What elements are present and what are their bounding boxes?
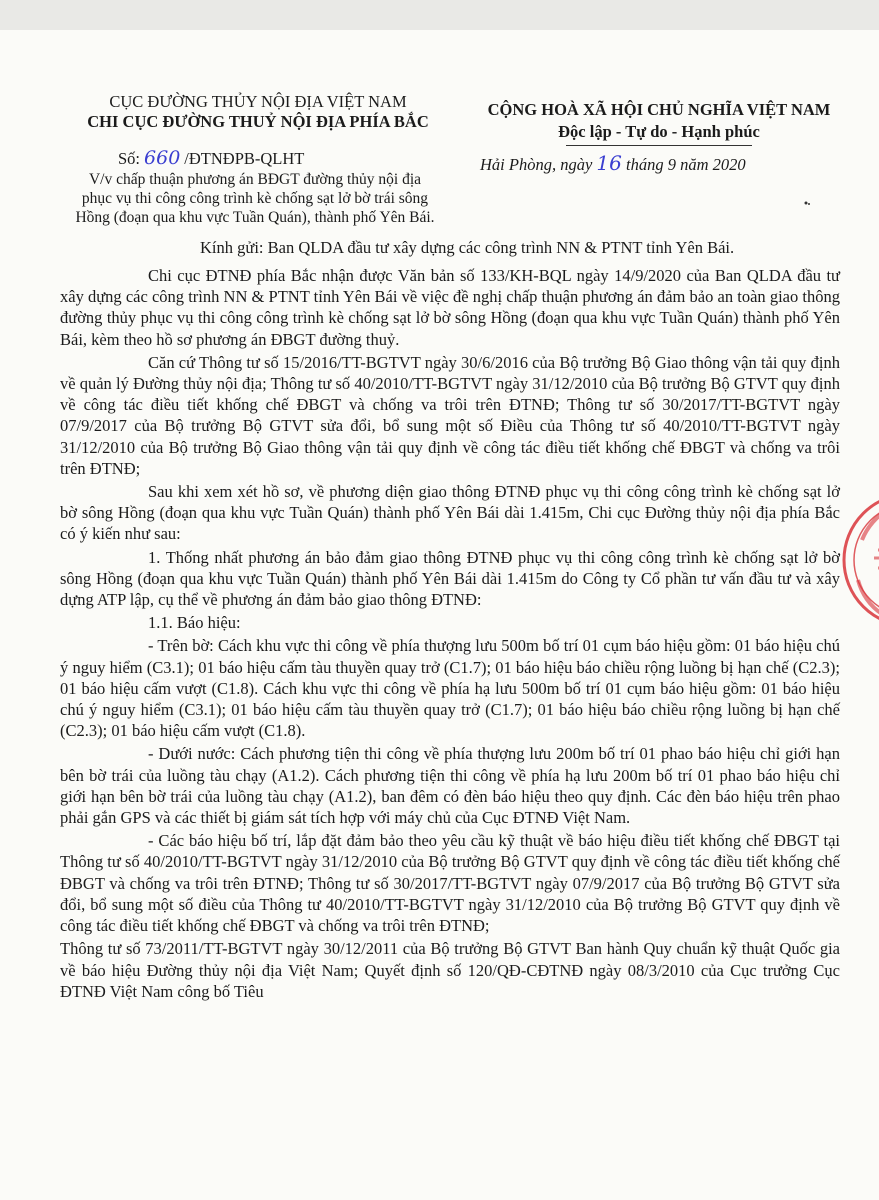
agency-name: CỤC ĐƯỜNG THỦY NỘI ĐỊA VIỆT NAM (109, 92, 407, 111)
recipient-line: Kính gửi: Ban QLDA đầu tư xây dựng các công trình NN & PTNT tỉnh Yên Bái. (200, 238, 735, 257)
handwritten-day: 16 (596, 151, 622, 175)
number-suffix: /ĐTNĐPB-QLHT (184, 149, 305, 168)
document-number (118, 147, 304, 169)
body-paragraph: Thông tư số 73/2011/TT-BGTVT ngày 30/12/2011 của Bộ trưởng Bộ GTVT Ban hành Quy chuẩn kỹ thuật Quốc gia về báo hiệu Đường thủy nội địa Việt Nam; Quyết định số 120/QĐ-CĐTNĐ ngày 08/3/2010 của Cục trưởng Cục ĐTNĐ Việt Nam công bố Tiêu (60, 939, 840, 1001)
place-date-prefix: Hải Phòng, ngày (480, 155, 593, 174)
body-paragraph: - Dưới nước: Cách phương tiện thi công về phía thượng lưu 200m bố trí 01 phao báo hiệu chỉ giới hạn bên bờ trái của luồng tàu chạy (A1.2). Cách phương tiện thi công về phía hạ lưu 200m bố trí 01 phao báo hiệu chỉ giới hạn bên bờ trái của luồng tàu chạy (A1.2), ban đêm có đèn báo hiệu theo quy định. Các đèn báo hiệu trên phao phải gắn GPS và các thiết bị giám sát tích hợp với máy chủ của Cục ĐTNĐ Việt Nam. (60, 744, 840, 828)
body-paragraph: Chi cục ĐTNĐ phía Bắc nhận được Văn bản số 133/KH-BQL ngày 14/9/2020 của Ban QLDA đầu tư xây dựng các công trình NN & PTNT tỉnh Yên Bái về việc đề nghị chấp thuận phương án đảm bảo an toàn giao thông đường thủy phục vụ thi công công trình kè chống sạt lở bờ sông Hồng (đoạn qua khu vực Tuần Quán) thành phố Yên Bái, kèm theo hồ sơ phương án ĐBGT đường thuỷ. (60, 266, 840, 349)
place-date (480, 151, 746, 175)
national-motto: Độc lập - Tự do - Hạnh phúc (558, 121, 760, 145)
issuer-block (58, 92, 458, 132)
body-paragraph: - Trên bờ: Cách khu vực thi công về phía thượng lưu 500m bố trí 01 cụm báo hiệu gồm: 01 báo hiệu chú ý nguy hiểm (C3.1); 01 báo hiệu cấm tàu thuyền quay trở (C1.7); 01 báo hiệu báo chiều rộng luồng bị hạn chế (C2.3); 01 báo hiệu cấm vượt (C1.8). Cách khu vực thi công về phía hạ lưu 500m bố trí 01 cụm báo hiệu gồm: 01 báo hiệu chú ý nguy hiểm (C3.1); 01 báo hiệu cấm tàu thuyền quay trở (C1.7); 01 báo hiệu báo chiều rộng luồng bị hạn chế (C2.3); 01 báo hiệu cấm vượt (C1.8). (60, 636, 840, 741)
ink-speck (803, 200, 811, 206)
place-date-suffix: tháng 9 năm 2020 (625, 155, 746, 174)
body-paragraph: Căn cứ Thông tư số 15/2016/TT-BGTVT ngày 30/6/2016 của Bộ trưởng Bộ Giao thông vận tải quy định về quản lý Đường thủy nội địa; Thông tư số 40/2010/TT-BGTVT ngày 31/12/2010 của Bộ trưởng Bộ GTVT quy định về công tác điều tiết khống chế ĐBGT và chống va trôi trên ĐTNĐ; Thông tư số 30/2017/TT-BGTVT ngày 07/9/2017 của Bộ trưởng Bộ GTVT sửa đổi, bổ sung một số Điều của Thông tư số 40/2010/TT-BGTVT ngày 31/12/2010 của Bộ trưởng Bộ Giao thông vận tải quy định về công tác điều tiết khống chế ĐBGT và chống va trôi trên ĐTNĐ; (60, 352, 840, 478)
subject-line: V/v chấp thuận phương án BĐGT đường thủy nội địa (88, 171, 422, 188)
red-seal-stamp (838, 480, 879, 640)
subject-line: Hồng (đoạn qua khu vực Tuần Quán), thành phố Yên Bái. (75, 209, 435, 226)
subject-line: phục vụ thi công công trình kè chống sạt lở bờ trái sông (81, 190, 429, 207)
number-prefix: Số: (118, 149, 141, 168)
body-paragraph: 1. Thống nhất phương án bảo đảm giao thông ĐTNĐ phục vụ thi công công trình kè chống sạt lở bờ sông Hồng (đoạn qua khu vực Tuần Quán) thành phố Yên Bái dài 1.415m do Công ty Cổ phần tư vấn đầu tư và xây dựng ATP lập, cụ thể về phương án đảm bảo giao thông ĐTNĐ: (60, 547, 840, 610)
handwritten-number: 660 (144, 147, 181, 169)
subject-block (40, 170, 470, 227)
national-header (455, 99, 863, 145)
body-paragraph: - Các báo hiệu bố trí, lắp đặt đảm bảo theo yêu cầu kỹ thuật về báo hiệu điều tiết khống chế ĐBGT tại Thông tư số 40/2010/TT-BGTVT ngày 31/12/2010 của Bộ trưởng Bộ GTVT quy định về công tác điều tiết khống chế ĐBGT và chống va trôi trên ĐTNĐ; Thông tư số 30/2017/TT-BGTVT ngày 07/9/2017 của Bộ trưởng Bộ GTVT sửa đổi, bổ sung một số điều của Thông tư 40/2010/TT-BGTVT ngày 31/12/2010 của Bộ trưởng Bộ GTVT quy định về công tác điều tiết khống chế ĐBGT và chống va trôi trên ĐTNĐ; (60, 831, 840, 936)
country-name: CỘNG HOÀ XÃ HỘI CHỦ NGHĨA VIỆT NAM (487, 100, 831, 119)
letter-body (60, 265, 840, 1004)
body-paragraph: Sau khi xem xét hồ sơ, về phương diện giao thông ĐTNĐ phục vụ thi công công trình kè chống sạt lở bờ sông Hồng (đoạn qua khu vực Tuần Quán) thành phố Yên Bái dài 1.415m, Chi cục Đường thủy nội địa phía Bắc có ý kiến như sau: (60, 482, 840, 544)
seal-icon (838, 480, 879, 640)
sub-agency-name: CHI CỤC ĐƯỜNG THUỶ NỘI ĐỊA PHÍA BẮC (87, 112, 429, 131)
section-heading: 1.1. Báo hiệu: (148, 613, 241, 633)
